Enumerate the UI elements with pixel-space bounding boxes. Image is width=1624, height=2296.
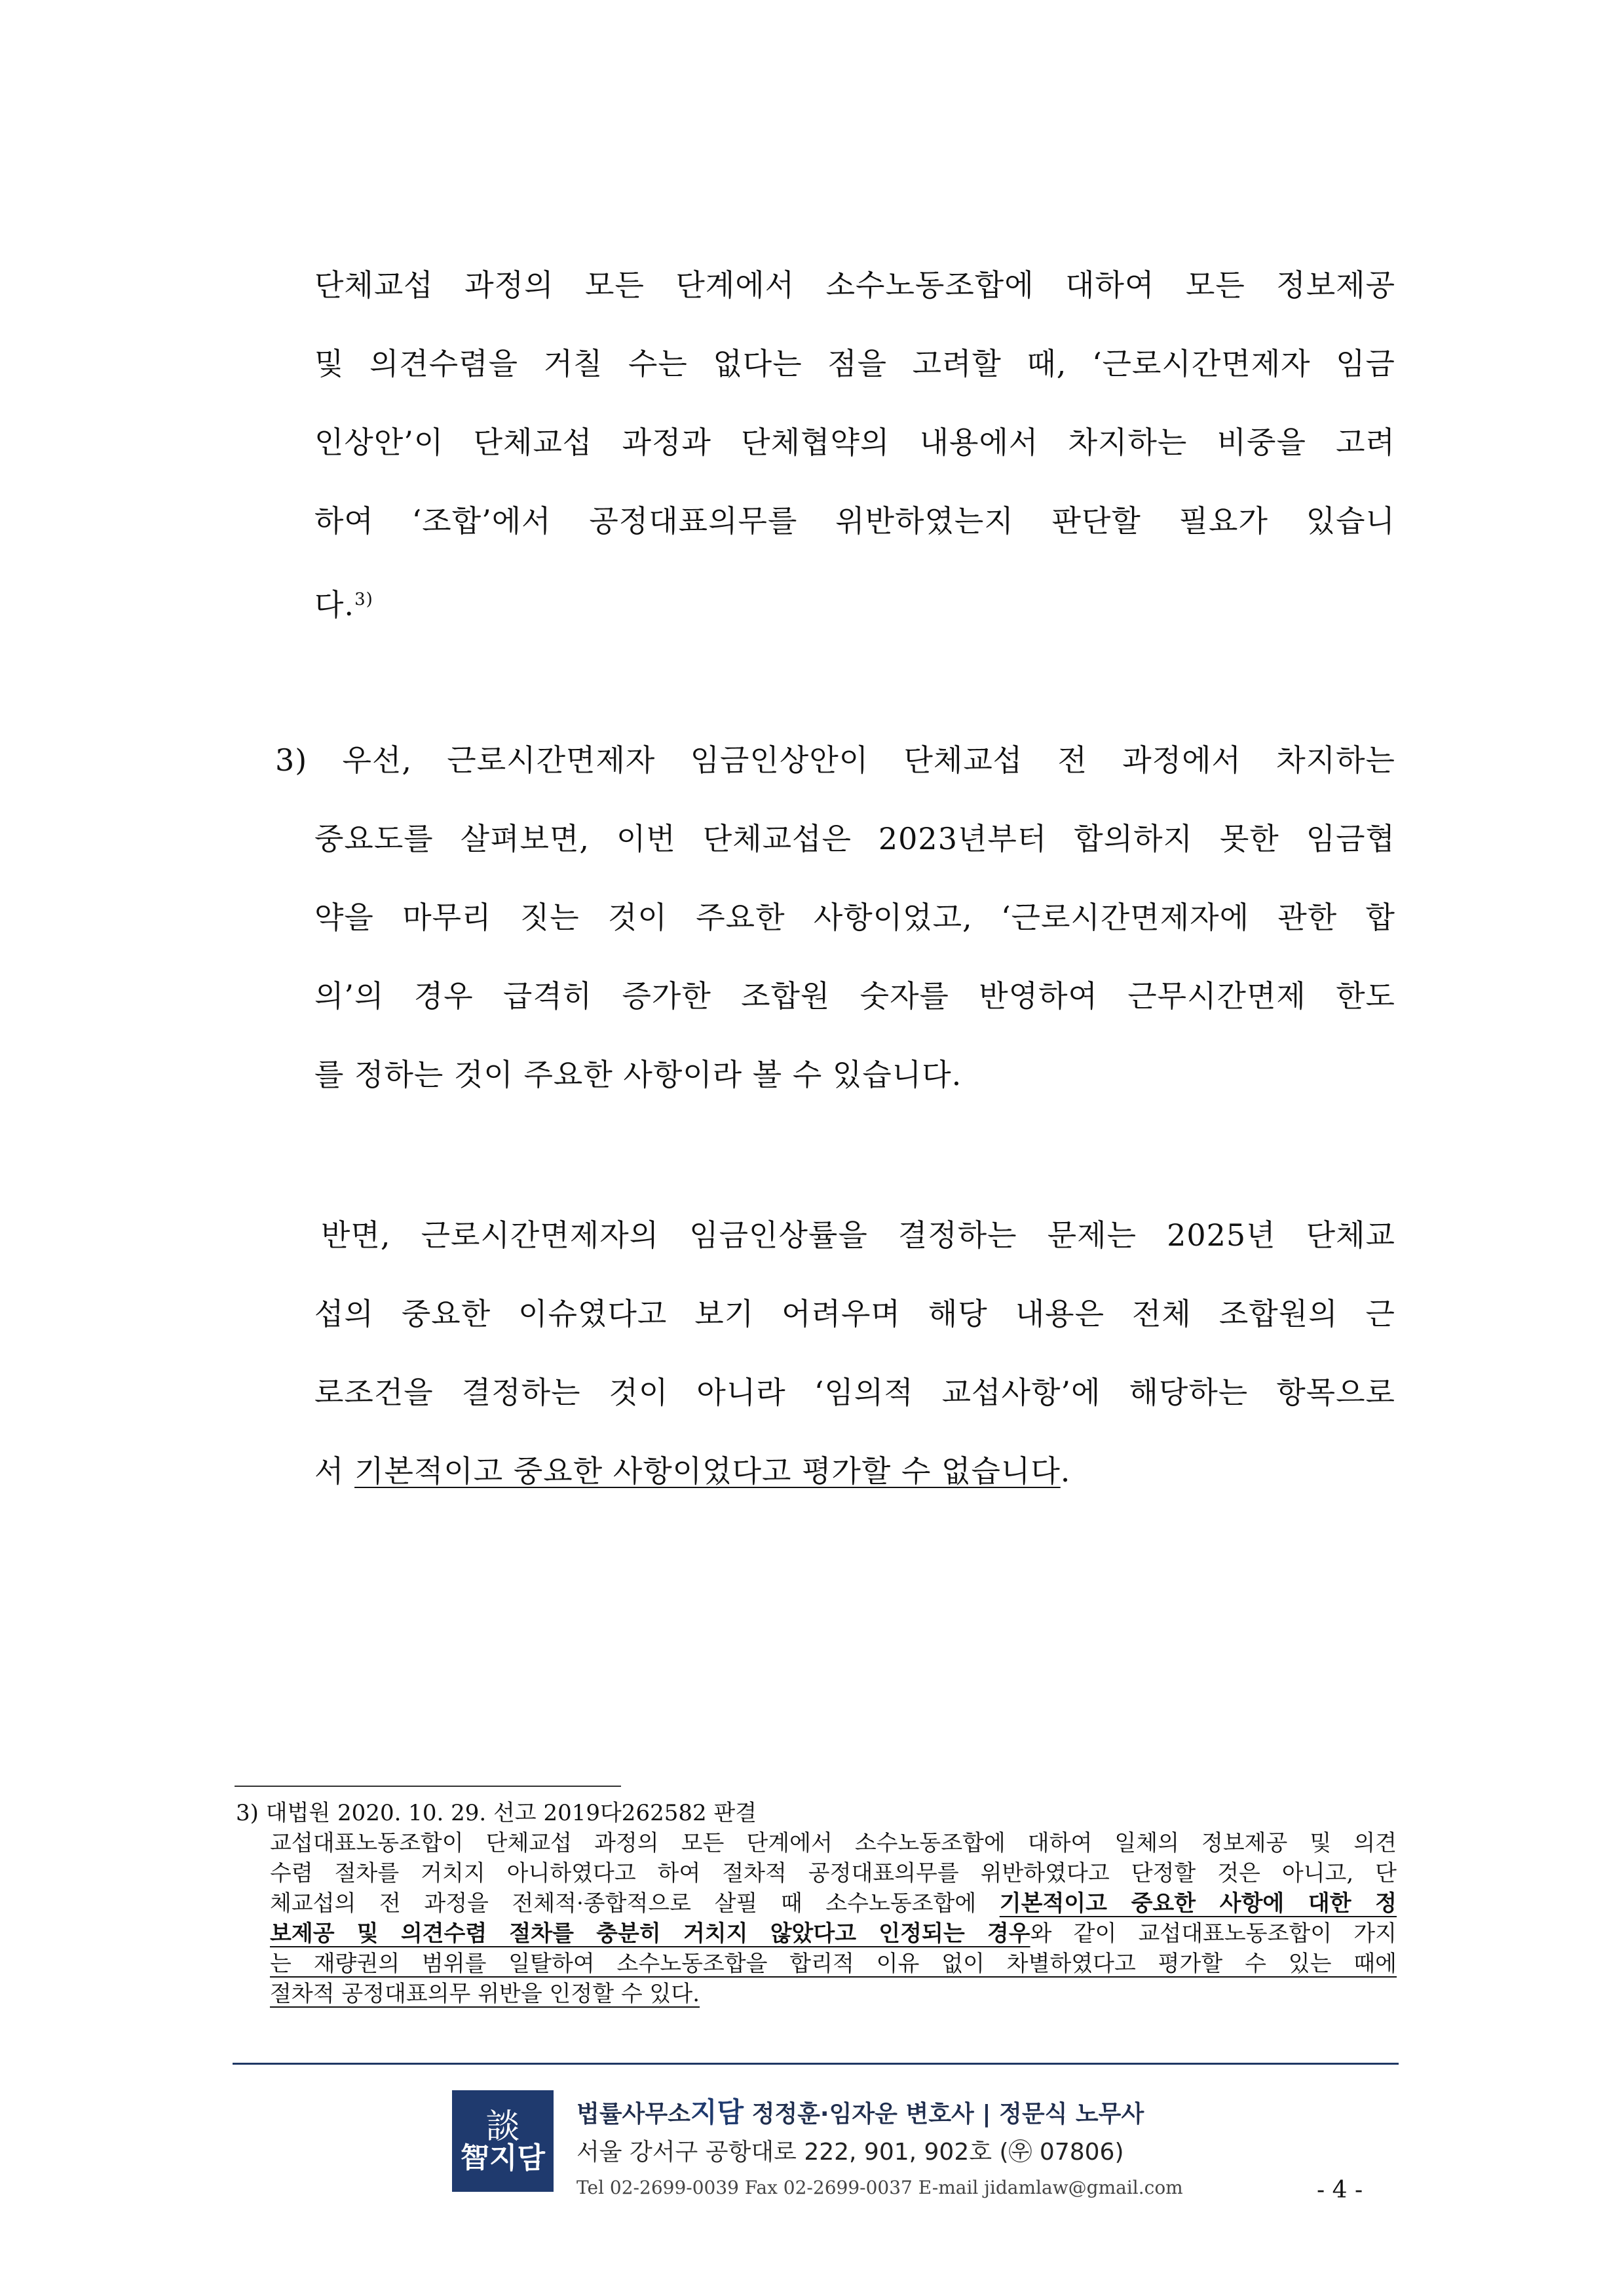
footnote-reference[interactable]: 3) [354, 590, 373, 609]
separator: | [982, 2101, 991, 2128]
footnote-heading: 3) 대법원 2020. 10. 29. 선고 2019다262582 판결 [236, 1800, 757, 1826]
body-line [314, 1451, 1395, 1491]
footnote-line [270, 1919, 1397, 1948]
body-line: 를 정하는 것이 주요한 사항이라 볼 수 있습니다. [314, 1057, 962, 1092]
footnote-line: 수렴 절차를 거치지 아니하였다고 하여 절차적 공정대표의무를 위반하였다고 단정할 것은 아니고, 단 [270, 1860, 1397, 1886]
body-line: 3) 우선, 근로시간면제자 임금인상안이 단체교섭 전 과정에서 차지하는 [275, 742, 1395, 778]
footer-divider [233, 2063, 1399, 2065]
footnote-text: 와 같이 교섭대표노동조합이 가지 [1030, 1921, 1397, 1947]
body-line [314, 580, 1395, 622]
footnote-text: 체교섭의 전 과정을 전체적·종합적으로 살필 때 소수노동조합에 [270, 1890, 1000, 1917]
firm-info [576, 2097, 1183, 2201]
labor-attorney: 정문식 노무사 [999, 2101, 1144, 2128]
body-text: 서 [314, 1453, 355, 1489]
office-prefix: 법률사무소 [576, 2101, 690, 2128]
footnote-divider [235, 1786, 621, 1787]
body-text: . [1060, 1453, 1071, 1489]
body-line: 섭의 중요한 이슈였다고 보기 어려우며 해당 내용은 전체 조합원의 근 [314, 1296, 1395, 1331]
office-brand: 지담 [690, 2096, 744, 2128]
firm-logo [452, 2090, 554, 2192]
body-line: 반면, 근로시간면제자의 임금인상률을 결정하는 문제는 2025년 단체교 [321, 1217, 1395, 1253]
logo-glyph-top: 談 [485, 2107, 520, 2147]
logo-glyph-bottom: 智지담 [460, 2141, 545, 2175]
body-line: 의’의 경우 급격히 증가한 조합원 숫자를 반영하여 근무시간면제 한도 [314, 978, 1395, 1014]
footnote-line [270, 1889, 1397, 1918]
underlined-text: 기본적이고 중요한 사항이었다고 평가할 수 없습니다 [354, 1453, 1061, 1489]
firm-name-line [576, 2097, 1183, 2130]
page-number: - 4 - [1317, 2177, 1363, 2204]
body-line: 및 의견수렴을 거칠 수는 없다는 점을 고려할 때, ‘근로시간면제자 임금 [314, 346, 1395, 381]
footnote-line: 교섭대표노동조합이 단체교섭 과정의 모든 단계에서 소수노동조합에 대하여 일체의 정보제공 및 의견 [270, 1830, 1397, 1856]
body-line: 단체교섭 과정의 모든 단계에서 소수노동조합에 대하여 모든 정보제공 [314, 267, 1395, 303]
footnote-line: 절차적 공정대표의무 위반을 인정할 수 있다. [270, 1981, 700, 2007]
lawyers: 정정훈·임자운 변호사 [751, 2101, 974, 2128]
firm-address: 서울 강서구 공항대로 222, 901, 902호 (㉾ 07806) [576, 2139, 1124, 2166]
body-line: 중요도를 살펴보면, 이번 단체교섭은 2023년부터 합의하지 못한 임금협 [314, 821, 1395, 856]
body-line: 약을 마무리 짓는 것이 주요한 사항이었고, ‘근로시간면제자에 관한 합 [314, 900, 1395, 935]
body-line: 로조건을 결정하는 것이 아니라 ‘임의적 교섭사항’에 해당하는 항목으로 [314, 1375, 1395, 1410]
footnote-line: 는 재량권의 범위를 일탈하여 소수노동조합을 합리적 이유 없이 차별하였다고 평가할 수 있는 때에 [270, 1951, 1397, 1977]
body-line: 하여 ‘조합’에서 공정대표의무를 위반하였는지 판단할 필요가 있습니 [314, 503, 1395, 539]
body-text: 다. [314, 587, 355, 622]
firm-contact: Tel 02-2699-0039 Fax 02-2699-0037 E-mail jidamlaw@gmail.com [576, 2177, 1183, 2198]
footnote-bold-text: 기본적이고 중요한 사항에 대한 정 [999, 1890, 1397, 1917]
footnote-bold-text: 보제공 및 의견수렴 절차를 충분히 거치지 않았다고 인정되는 경우 [270, 1921, 1030, 1947]
body-line: 인상안’이 단체교섭 과정과 단체협약의 내용에서 차지하는 비중을 고려 [314, 425, 1395, 460]
